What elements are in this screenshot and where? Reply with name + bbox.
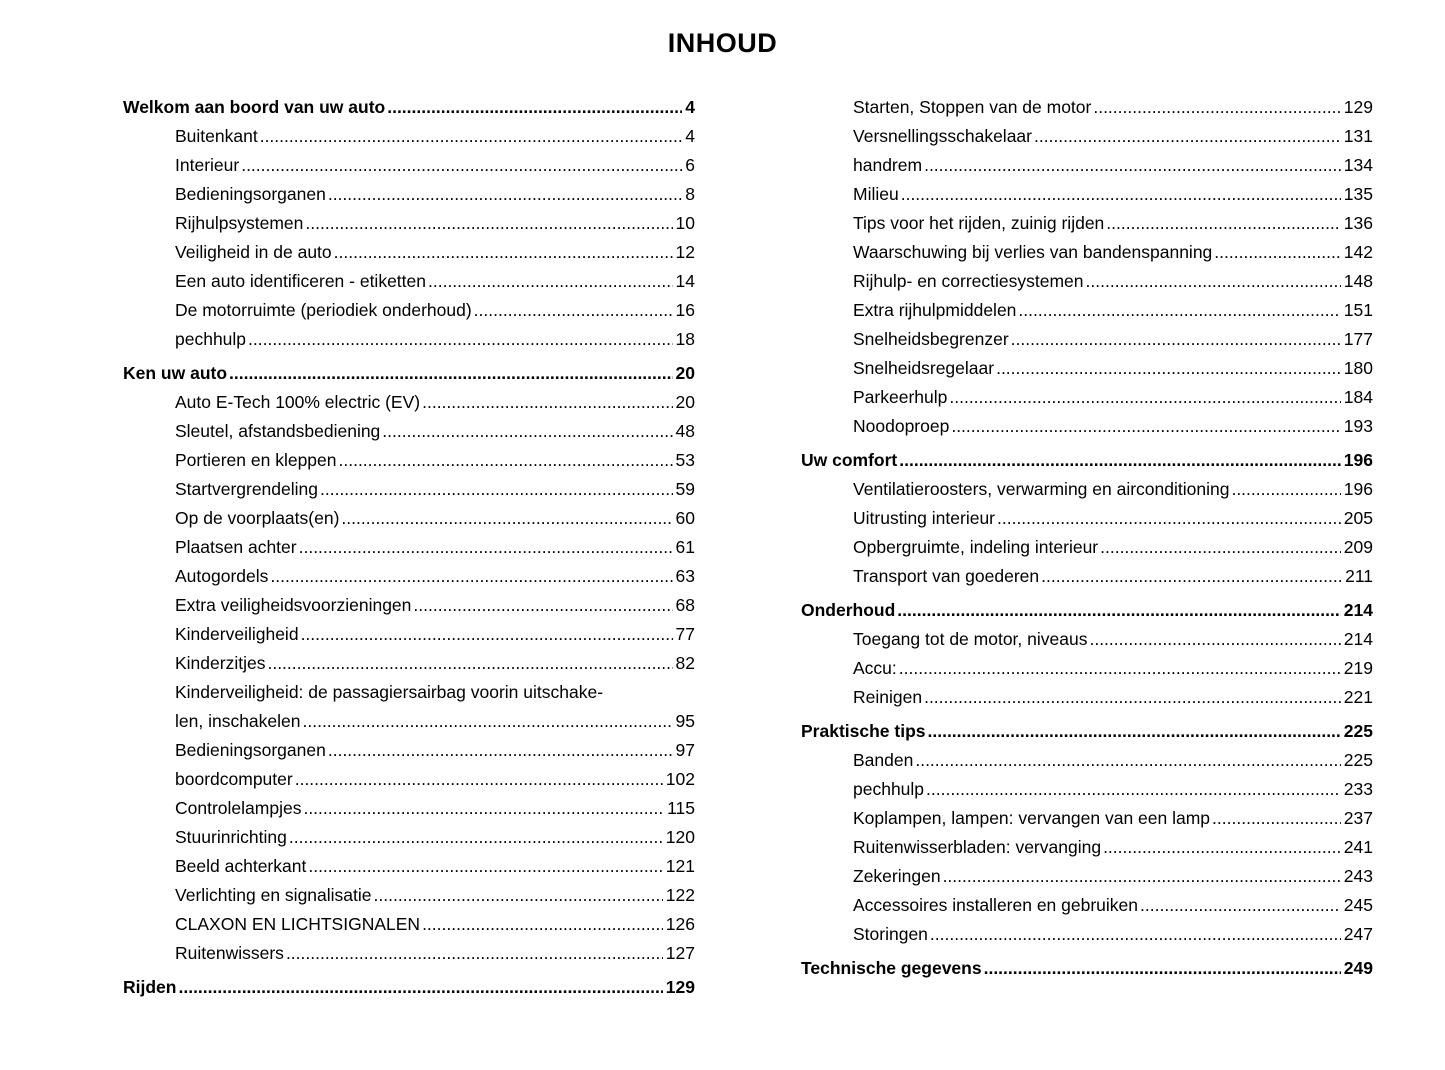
toc-label: Auto E-Tech 100% electric (EV) — [175, 392, 421, 412]
dot-leader — [1041, 562, 1342, 591]
toc-page-number: 148 — [1343, 271, 1373, 291]
toc-label: Versnellingsschakelaar — [853, 126, 1032, 146]
toc-page-number: 63 — [675, 566, 695, 586]
toc-entry-row — [801, 833, 1373, 862]
toc-entry-row — [801, 654, 1373, 683]
toc-page-number: 16 — [675, 300, 695, 320]
dot-leader — [1011, 325, 1341, 354]
toc-entry-row — [801, 412, 1373, 441]
toc-column-right — [801, 93, 1373, 1002]
toc-page-number: 243 — [1343, 866, 1373, 886]
toc-page-number: 122 — [665, 885, 695, 905]
toc-page-number: 121 — [665, 856, 695, 876]
toc-entry-row — [801, 504, 1373, 533]
dot-leader — [270, 562, 672, 591]
toc-label: Starten, Stoppen van de motor — [853, 97, 1092, 117]
toc-page-number: 18 — [675, 329, 695, 349]
dot-leader — [996, 354, 1341, 383]
dot-leader — [926, 775, 1341, 804]
toc-chapter-row — [801, 954, 1373, 983]
toc-entry-row — [801, 383, 1373, 412]
toc-page-number: 205 — [1343, 508, 1373, 528]
toc-page-number: 249 — [1343, 958, 1373, 978]
dot-leader — [241, 151, 682, 180]
dot-leader — [229, 359, 673, 388]
toc-entry-row — [801, 325, 1373, 354]
toc-label: Ventilatieroosters, verwarming en airconditioning — [853, 479, 1230, 499]
toc-label: Verlichting en signalisatie — [175, 885, 372, 905]
toc-page-number: 126 — [665, 914, 695, 934]
toc-page-number: 20 — [675, 392, 695, 412]
toc-label: Bedieningsorganen — [175, 184, 326, 204]
toc-page-number: 237 — [1343, 808, 1373, 828]
dot-leader — [928, 717, 1341, 746]
dot-leader — [897, 596, 1341, 625]
toc-label: Snelheidsregelaar — [853, 358, 995, 378]
toc-page-number: 60 — [675, 508, 695, 528]
dot-leader — [328, 736, 673, 765]
dot-leader — [422, 388, 672, 417]
toc-label: handrem — [853, 155, 923, 175]
toc-entry-row — [123, 209, 695, 238]
toc-entry-row — [123, 765, 695, 794]
toc-page-number: 214 — [1343, 600, 1373, 620]
dot-leader — [997, 504, 1341, 533]
toc-entry-row — [123, 794, 695, 823]
toc-label: Extra veiligheidsvoorzieningen — [175, 595, 412, 615]
dot-leader — [295, 765, 663, 794]
dot-leader — [1089, 625, 1340, 654]
dot-leader — [422, 910, 663, 939]
toc-page-number: 12 — [675, 242, 695, 262]
toc-label: Koplampen, lampen: vervangen van een lamp — [853, 808, 1211, 828]
dot-leader — [286, 939, 663, 968]
dot-leader — [1214, 238, 1341, 267]
toc-label: Portieren en kleppen — [175, 450, 337, 470]
toc-entry-row — [801, 122, 1373, 151]
toc-label: Op de voorplaats(en) — [175, 508, 340, 528]
toc-label: CLAXON EN LICHTSIGNALEN — [175, 914, 421, 934]
toc-page-number: 4 — [685, 126, 695, 146]
toc-label: Sleutel, afstandsbediening — [175, 421, 381, 441]
toc-entry-row — [123, 649, 695, 678]
toc-entry-row — [801, 238, 1373, 267]
toc-label: Praktische tips — [801, 721, 926, 741]
toc-page-number: 211 — [1345, 566, 1373, 586]
toc-column-left — [123, 93, 695, 1002]
toc-label: Transport van goederen — [853, 566, 1040, 586]
toc-page-number: 151 — [1343, 300, 1373, 320]
dot-leader — [248, 325, 672, 354]
dot-leader — [320, 475, 673, 504]
toc-page-number: 225 — [1343, 750, 1373, 770]
dot-leader — [1140, 891, 1341, 920]
toc-label: Rijhulpsystemen — [175, 213, 304, 233]
toc-label: Parkeerhulp — [853, 387, 948, 407]
toc-entry-row — [123, 446, 695, 475]
toc-page-number: 48 — [675, 421, 695, 441]
toc-label: Kinderzitjes — [175, 653, 266, 673]
toc-label: Beeld achterkant — [175, 856, 307, 876]
table-of-contents — [0, 59, 1445, 1002]
dot-leader — [924, 683, 1341, 712]
toc-label: Tips voor het rijden, zuinig rijden — [853, 213, 1105, 233]
toc-entry-row — [801, 683, 1373, 712]
toc-label: pechhulp — [853, 779, 925, 799]
toc-page-number: 120 — [665, 827, 695, 847]
toc-label: Interieur — [175, 155, 240, 175]
toc-entry-row — [123, 238, 695, 267]
toc-entry-row — [123, 852, 695, 881]
dot-leader — [301, 620, 673, 649]
toc-label: Kinderveiligheid — [175, 624, 299, 644]
dot-leader — [305, 209, 672, 238]
toc-label: Banden — [853, 750, 914, 770]
toc-label: Ken uw auto — [123, 363, 228, 383]
dot-leader — [413, 591, 672, 620]
dot-leader — [303, 707, 673, 736]
toc-label: Accu: — [853, 658, 897, 678]
toc-chapter-row — [801, 717, 1373, 746]
toc-entry-row — [123, 180, 695, 209]
toc-entry-row — [801, 209, 1373, 238]
toc-label: Reinigen — [853, 687, 923, 707]
toc-entry-row — [801, 746, 1373, 775]
toc-page-number: 95 — [675, 711, 695, 731]
toc-entry-row — [123, 620, 695, 649]
toc-page-number: 53 — [675, 450, 695, 470]
toc-page-number: 20 — [675, 363, 695, 383]
toc-chapter-row — [123, 93, 695, 122]
toc-page-number: 102 — [665, 769, 695, 789]
toc-entry-row — [801, 562, 1373, 591]
dot-leader — [428, 267, 673, 296]
toc-label: Welkom aan boord van uw auto — [123, 97, 386, 117]
toc-label: boordcomputer — [175, 769, 293, 789]
dot-leader — [901, 180, 1341, 209]
toc-page-number: 233 — [1343, 779, 1373, 799]
toc-page-number: 135 — [1343, 184, 1373, 204]
toc-page-number: 82 — [675, 653, 695, 673]
toc-entry-row — [123, 562, 695, 591]
toc-entry-row — [801, 862, 1373, 891]
toc-chapter-row — [801, 446, 1373, 475]
toc-entry-row — [123, 939, 695, 968]
dot-leader — [267, 649, 672, 678]
toc-page-number: 184 — [1343, 387, 1373, 407]
dot-leader — [328, 180, 682, 209]
dot-leader — [1106, 209, 1341, 238]
toc-page-number: 59 — [675, 479, 695, 499]
toc-page-number: 180 — [1343, 358, 1373, 378]
toc-page-number: 131 — [1343, 126, 1373, 146]
toc-label: Uw comfort — [801, 450, 898, 470]
toc-page-number: 4 — [685, 97, 695, 117]
toc-page-number: 247 — [1343, 924, 1373, 944]
toc-label: Autogordels — [175, 566, 269, 586]
toc-label: Storingen — [853, 924, 928, 944]
dot-leader — [387, 93, 682, 122]
toc-entry-row — [123, 736, 695, 765]
toc-chapter-row — [123, 359, 695, 388]
toc-page-number: 136 — [1343, 213, 1373, 233]
toc-page-number: 115 — [667, 798, 695, 818]
toc-label: De motorruimte (periodiek onderhoud) — [175, 300, 472, 320]
toc-entry-row — [123, 678, 695, 736]
dot-leader — [374, 881, 663, 910]
toc-page-number: 225 — [1343, 721, 1373, 741]
dot-leader — [1034, 122, 1341, 151]
toc-label: Startvergrendeling — [175, 479, 318, 499]
dot-leader — [924, 151, 1341, 180]
toc-label: len, inschakelen — [175, 711, 301, 731]
toc-page-number: 219 — [1343, 658, 1373, 678]
toc-label: Noodoproep — [853, 416, 950, 436]
toc-page-number: 241 — [1343, 837, 1373, 857]
toc-chapter-row — [123, 973, 695, 1002]
toc-page-number: 196 — [1343, 450, 1373, 470]
dot-leader — [289, 823, 663, 852]
toc-page-number: 127 — [665, 943, 695, 963]
toc-label: Controlelampjes — [175, 798, 302, 818]
toc-page-number: 214 — [1343, 629, 1373, 649]
toc-entry-row — [123, 504, 695, 533]
toc-page-number: 129 — [665, 977, 695, 997]
toc-label: Milieu — [853, 184, 899, 204]
toc-entry-row — [801, 93, 1373, 122]
toc-label: Bedieningsorganen — [175, 740, 326, 760]
toc-label: Buitenkant — [175, 126, 258, 146]
toc-entry-row — [801, 296, 1373, 325]
dot-leader — [382, 417, 672, 446]
dot-leader — [260, 122, 683, 151]
toc-label: Kinderveiligheid: de passagiersairbag voorin uitschake- — [175, 682, 604, 702]
dot-leader — [943, 862, 1341, 891]
toc-page-number: 68 — [675, 595, 695, 615]
toc-page-number: 177 — [1343, 329, 1373, 349]
dot-leader — [1093, 93, 1340, 122]
dot-leader — [899, 446, 1341, 475]
toc-page-number: 129 — [1343, 97, 1373, 117]
dot-leader — [1103, 833, 1341, 862]
toc-label: Toegang tot de motor, niveaus — [853, 629, 1088, 649]
toc-label: Extra rijhulpmiddelen — [853, 300, 1017, 320]
toc-entry-row — [123, 533, 695, 562]
toc-entry-row — [801, 804, 1373, 833]
toc-entry-row — [801, 267, 1373, 296]
toc-entry-row — [123, 910, 695, 939]
toc-entry-row — [801, 533, 1373, 562]
dot-leader — [474, 296, 673, 325]
toc-entry-row — [801, 625, 1373, 654]
toc-label: Technische gegevens — [801, 958, 982, 978]
toc-entry-row — [801, 891, 1373, 920]
toc-page-number: 6 — [685, 155, 695, 175]
dot-leader — [1231, 475, 1340, 504]
toc-label: Veiligheid in de auto — [175, 242, 332, 262]
dot-leader — [303, 794, 664, 823]
dot-leader — [341, 504, 672, 533]
toc-entry-row — [123, 417, 695, 446]
toc-page-number: 142 — [1343, 242, 1373, 262]
toc-label: Plaatsen achter — [175, 537, 297, 557]
toc-page-number: 209 — [1343, 537, 1373, 557]
toc-page-number: 97 — [675, 740, 695, 760]
dot-leader — [951, 412, 1340, 441]
toc-entry-row — [123, 122, 695, 151]
toc-entry-row — [801, 151, 1373, 180]
toc-entry-row — [801, 775, 1373, 804]
toc-label: Ruitenwissers — [175, 943, 284, 963]
toc-page-number: 8 — [685, 184, 695, 204]
toc-page-number: 10 — [675, 213, 695, 233]
dot-leader — [339, 446, 673, 475]
toc-page-number: 14 — [675, 271, 695, 291]
toc-entry-row — [123, 475, 695, 504]
toc-chapter-row — [801, 596, 1373, 625]
toc-entry-row — [123, 296, 695, 325]
dot-leader — [1018, 296, 1340, 325]
toc-label: Rijhulp- en correctiesystemen — [853, 271, 1084, 291]
dot-leader — [949, 383, 1340, 412]
dot-leader — [1212, 804, 1341, 833]
toc-page-number: 61 — [675, 537, 695, 557]
toc-page-number: 221 — [1343, 687, 1373, 707]
dot-leader — [899, 654, 1341, 683]
toc-entry-row — [123, 325, 695, 354]
toc-entry-row — [123, 591, 695, 620]
toc-entry-row — [123, 151, 695, 180]
toc-page-number: 77 — [675, 624, 695, 644]
dot-leader — [299, 533, 673, 562]
toc-label: pechhulp — [175, 329, 247, 349]
toc-label: Snelheidsbegrenzer — [853, 329, 1009, 349]
toc-label: Waarschuwing bij verlies van bandenspanning — [853, 242, 1213, 262]
toc-label: Een auto identificeren - etiketten — [175, 271, 426, 291]
toc-label: Stuurinrichting — [175, 827, 287, 847]
page-title: INHOUD — [667, 28, 778, 58]
toc-page-number: 134 — [1343, 155, 1373, 175]
toc-entry-row — [801, 475, 1373, 504]
dot-leader — [1086, 267, 1341, 296]
toc-label: Ruitenwisserbladen: vervanging — [853, 837, 1102, 857]
dot-leader — [1100, 533, 1341, 562]
toc-entry-row — [123, 267, 695, 296]
toc-page-number: 193 — [1343, 416, 1373, 436]
toc-page-number: 245 — [1343, 895, 1373, 915]
toc-entry-row — [123, 388, 695, 417]
toc-entry-row — [801, 920, 1373, 949]
toc-label: Rijden — [123, 977, 177, 997]
dot-leader — [915, 746, 1340, 775]
dot-leader — [178, 973, 662, 1002]
dot-leader — [984, 954, 1341, 983]
toc-entry-row — [801, 180, 1373, 209]
dot-leader — [308, 852, 662, 881]
toc-label: Onderhoud — [801, 600, 896, 620]
toc-entry-row — [801, 354, 1373, 383]
toc-label: Opbergruimte, indeling interieur — [853, 537, 1099, 557]
dot-leader — [334, 238, 673, 267]
toc-entry-row — [123, 881, 695, 910]
toc-label: Accessoires installeren en gebruiken — [853, 895, 1139, 915]
toc-page-number: 196 — [1343, 479, 1373, 499]
dot-leader — [930, 920, 1341, 949]
toc-label: Zekeringen — [853, 866, 941, 886]
toc-entry-row — [123, 823, 695, 852]
toc-label: Uitrusting interieur — [853, 508, 995, 528]
